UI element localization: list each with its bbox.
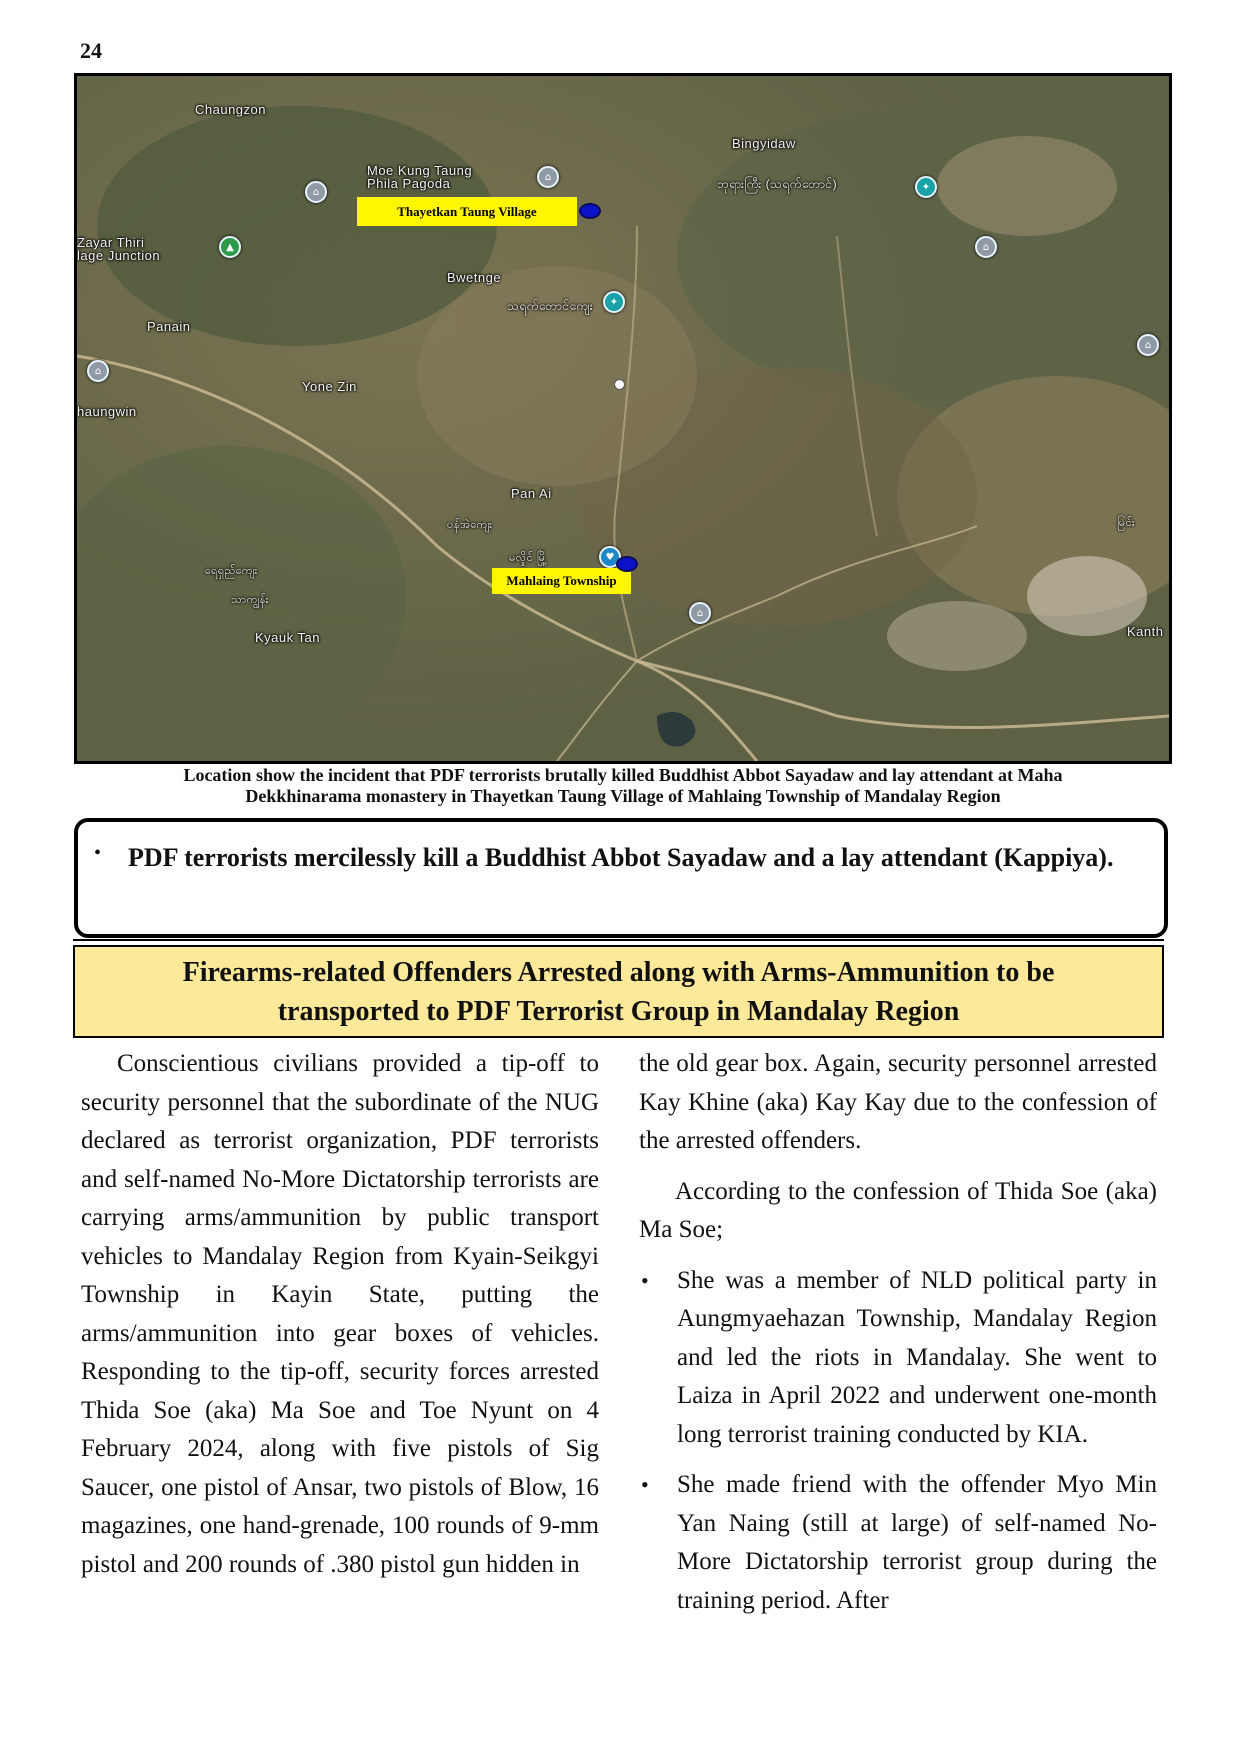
bullet-icon: • [641,1472,649,1497]
list-item-text: She made friend with the offender Myo Min Yan Naing (still at large) of self-named No-More Dictatorship terrorist group during the training period. After [677,1471,1157,1614]
map-place-pan-ai: Pan Ai [511,486,552,501]
map-poi-icon: ⌂ [305,181,327,203]
map-township-marker [616,556,638,572]
map-callout-village: Thayetkan Taung Village [357,197,577,226]
article-paragraph: According to the confession of Thida Soe (aka) Ma Soe; [639,1177,1157,1243]
article-column-left [81,1045,599,1596]
list-item-text: She was a member of NLD political party in Aungmyaehazan Township, Mandalay Region and led the riots in Mandalay. She went to Laiza in April 2022 and underwent one-month long terrorist training conducted by KIA. [677,1266,1157,1448]
map-poi-icon: ⌂ [537,166,559,188]
map-place-bingyidaw: Bingyidaw [732,136,796,151]
bullet-icon: • [94,842,102,864]
bullet-icon: • [641,1267,649,1293]
map-place-burmese-pan-ai: ပန်အဲကျေး [447,519,493,531]
map-place-burmese-left2: သာကျွန်း [231,594,269,606]
map-poi-icon: ⌂ [689,602,711,624]
map-park-icon: ▲ [219,236,241,258]
map-place-bwetnge: Bwetnge [447,270,502,285]
map-place-panain: Panain [147,319,191,334]
map-place-burmese-left1: ရေရှည်ကျေး [205,565,258,577]
callout-text: PDF terrorists mercilessly kill a Buddhist Abbot Sayadaw and a lay attendant (Kappiya). [128,843,1114,872]
article-paragraph: Conscientious civilians provided a tip-off to security personnel that the subordinate of the NUG declared as terrorist organization, PDF terrorists and self-named No-More Dictatorship terrorists are carrying arms/ammunition by public transport vehicles to Mandalay Region from Kyain-Seikgyi Township in Kayin State, putting the arms/ammunition into gear boxes of vehicles. Responding to the tip-off, security forces arrested Thida Soe (aka) Ma Soe and Toe Nyunt on 4 February 2024, along with five pistols of Sig Saucer, one pistol of Ansar, two pistols of Blow, 16 magazines, one hand-grenade, 100 rounds of 9-mm pistol and 200 rounds of .380 pistol gun hidden in [81,1050,599,1578]
article-paragraph: the old gear box. Again, security personnel arrested Kay Khine (aka) Kay Kay due to the confession of the arrested offenders. [639,1050,1157,1154]
map-place-burmese-mid: သရက်တောင်ကျေး [507,299,594,313]
map-attraction-icon: ✦ [603,291,625,313]
map-poi-icon: ⌂ [1137,334,1159,356]
map-place-chaungzon: Chaungzon [195,102,266,117]
headline-line-1: Firearms-related Offenders Arrested along with Arms-Ammunition to be [182,956,1055,988]
caption-line-1: Location show the incident that PDF terrorists brutally killed Buddhist Abbot Sayadaw and lay attendant at Maha [183,765,1063,785]
map-place-burmese-mahlaing: မလှိုင် မြို့ [509,552,548,564]
map-attraction-icon: ✦ [915,176,937,198]
map-poi-icon: ⌂ [87,360,109,382]
list-item [639,1466,1157,1620]
page-number: 24 [80,38,102,63]
map-place-moe-kung-taung: Moe Kung Taung Phila Pagoda [367,163,473,191]
map-incident-marker [579,203,601,219]
map-location-pin-icon: ♥ [599,546,621,568]
map-caption [74,765,1172,807]
headline-line-2: transported to PDF Terrorist Group in Mandalay Region [277,995,960,1027]
map-place-haungwin: haungwin [77,404,137,419]
map-callout-township: Mahlaing Township [492,568,631,594]
map-poi-icon: ⌂ [975,236,997,258]
map-place-zayar-thiri: Zayar Thiri lage Junction [77,235,161,263]
map-terrain [77,76,1169,761]
highlight-callout-box [74,818,1168,938]
map-place-yone-zin: Yone Zin [302,379,357,394]
list-item [639,1262,1157,1455]
article-column-right [639,1045,1157,1632]
article-headline [73,945,1164,1038]
map-place-burmese-top-right: ဘုရားကြီး (သရက်တောင်) [717,177,838,191]
map-place-burmese-right-edge: မြင်း [1117,517,1136,529]
satellite-map [74,73,1172,764]
map-place-kyauk-tan: Kyauk Tan [255,630,320,645]
map-dot [614,379,625,390]
caption-line-2: Dekkhinarama monastery in Thayetkan Taung Village of Mahlaing Township of Mandalay Region [245,786,1001,806]
map-place-kanth: Kanth [1127,624,1164,639]
